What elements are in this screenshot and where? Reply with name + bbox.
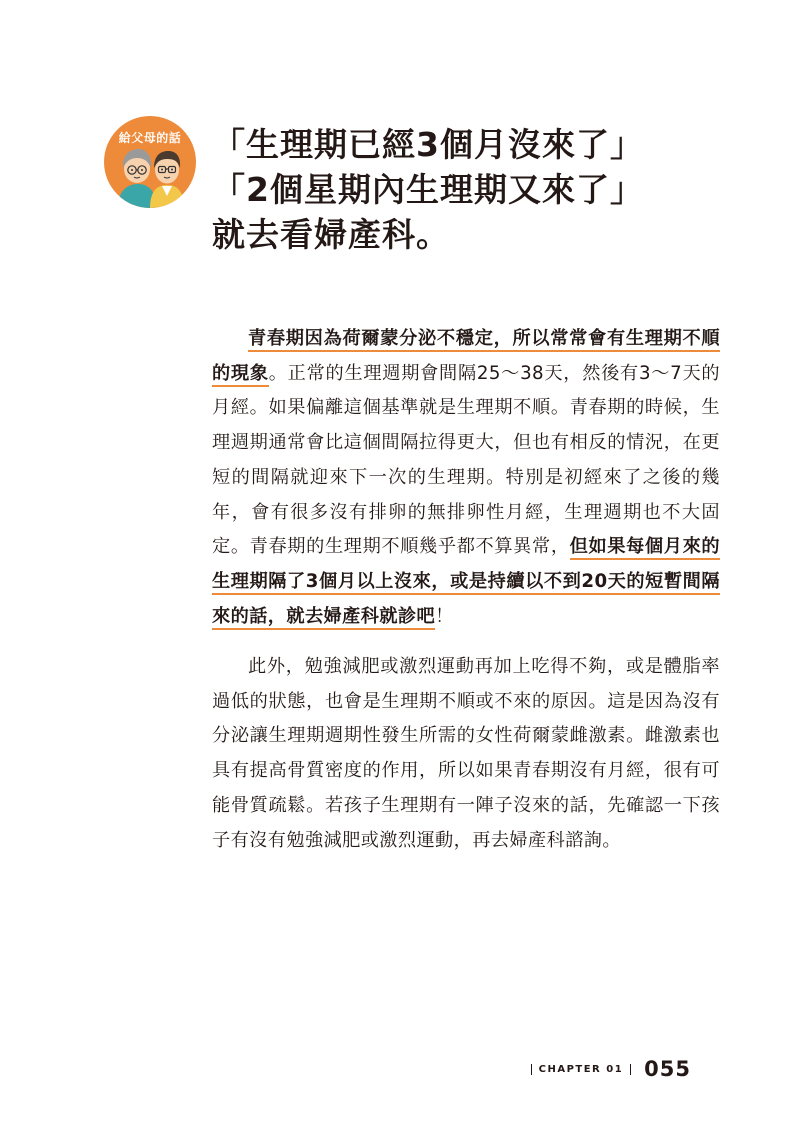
page-footer	[524, 1057, 691, 1081]
parents-note-badge	[104, 116, 196, 208]
page-number: 055	[644, 1057, 691, 1081]
highlight-1: 青春期因為荷爾蒙分泌不穩定，所以常常會有生理期不順的現象	[212, 328, 720, 387]
paragraph-1-text: 。正常的生理週期會間隔25～38天，然後有3～7天的月經。如果偏離這個基準就是生理期不順。青春期的時候，生理週期通常會比這個間隔拉得更大，但也有相反的情況，在更短的間隔就迎來下一次的生理期。特別是初經來了之後的幾年，會有很多沒有排卵的無排卵性月經，生理週期也不大固定。青春期的生理期不順幾乎都不算異常，	[212, 362, 720, 558]
highlight-2: 但如果每個月來的生理期隔了3個月以上沒來，或是持續以不到20天的短暫間隔來的話，就去婦產科就診吧	[212, 536, 720, 629]
title-line-3: 就去看婦產科。	[212, 215, 450, 254]
paragraph-1	[212, 322, 720, 634]
paragraph-2: 此外，勉強減肥或激烈運動再加上吃得不夠，或是體脂率過低的狀態，也會是生理期不順或不來的原因。這是因為沒有分泌讓生理期週期性發生所需的女性荷爾蒙雌激素。雌激素也具有提高骨質密度的作用，所以如果青春期沒有月經，很有可能骨質疏鬆。若孩子生理期有一陣子沒來的話，先確認一下孩子有沒有勉強減肥或激烈運動，再去婦產科諮詢。	[212, 656, 720, 851]
page-title	[212, 122, 644, 257]
divider	[630, 1064, 631, 1075]
title-line-1: 「生理期已經3個月沒來了」	[212, 125, 644, 164]
divider	[531, 1064, 532, 1075]
title-line-2: 「2個星期內生理期又來了」	[212, 170, 644, 209]
paragraph-1-end: ！	[435, 605, 454, 627]
chapter-label: CHAPTER 01	[538, 1063, 624, 1075]
parents-illustration-icon	[104, 116, 196, 208]
badge-label: 給父母的話	[118, 131, 182, 145]
